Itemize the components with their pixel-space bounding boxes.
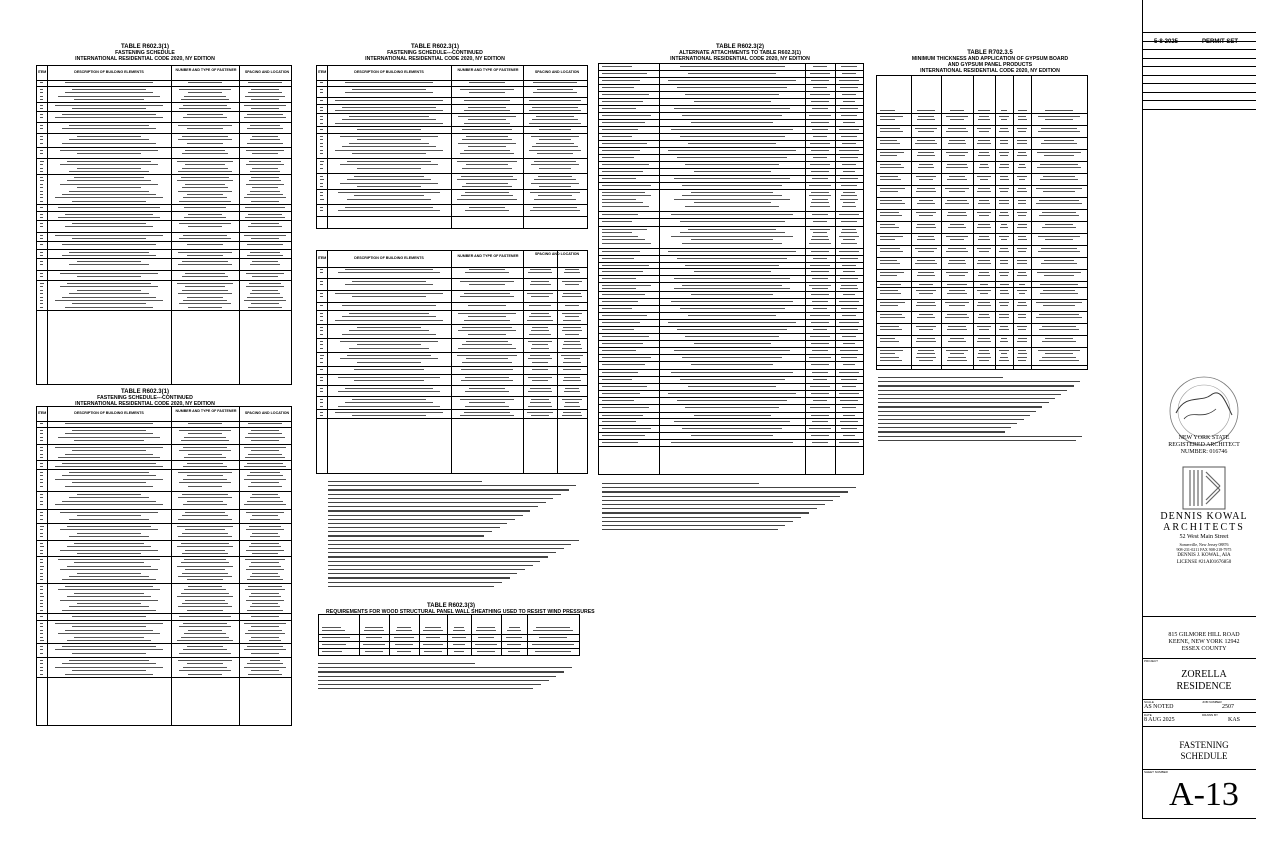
table-row — [599, 348, 863, 355]
header-description: DESCRIPTION OF BUILDING ELEMENTS — [74, 70, 144, 74]
footnote-line — [328, 561, 540, 562]
footnote-line — [328, 565, 533, 566]
seal-line-2: REGISTERED ARCHITECT — [1168, 442, 1240, 448]
footnote-line — [328, 531, 492, 532]
footnote-line — [878, 419, 1024, 420]
table-row — [877, 288, 1087, 300]
job-number: 2507 — [1222, 704, 1234, 710]
table-row — [37, 492, 291, 510]
table-row — [877, 174, 1087, 186]
firm-address: 52 West Main Street — [1179, 534, 1229, 540]
table-row — [877, 222, 1087, 234]
footnote-line — [318, 667, 572, 668]
table-header — [317, 66, 587, 81]
footnote-line — [318, 676, 556, 677]
sheet-title-2: SCHEDULE — [1180, 751, 1228, 761]
table-row — [599, 419, 863, 426]
footnote-line — [602, 483, 759, 484]
table-row — [37, 557, 291, 584]
fastening-schedule-panels-table — [316, 250, 588, 474]
title-block — [1144, 28, 1256, 818]
footnote-line — [328, 535, 484, 536]
alternate-attachments-table — [598, 63, 864, 475]
table-row — [37, 250, 291, 259]
table-row — [319, 642, 579, 649]
revision-row-line — [1142, 109, 1256, 110]
table-code: INTERNATIONAL RESIDENTIAL CODE 2020, NY EDITION — [670, 56, 810, 62]
table-row — [599, 99, 863, 106]
footnote-line — [328, 569, 525, 570]
header-description: DESCRIPTION OF BUILDING ELEMENTS — [74, 411, 144, 415]
table-row — [37, 233, 291, 242]
footnote-line — [328, 527, 500, 528]
table-row — [599, 370, 863, 377]
revision-row-line — [1142, 66, 1256, 67]
table-row — [37, 175, 291, 205]
table-row — [599, 256, 863, 263]
table-row — [599, 106, 863, 113]
table-row — [599, 306, 863, 313]
table-row — [317, 190, 587, 205]
table-row — [317, 87, 587, 98]
seal-line-1: NEW YORK STATE — [1178, 435, 1230, 441]
table-code: INTERNATIONAL RESIDENTIAL CODE 2020, NY EDITION — [365, 56, 505, 62]
table-subtitle: FASTENING SCHEDULE---CONTINUED — [387, 50, 483, 56]
footnote-line — [318, 684, 541, 685]
table-row — [599, 355, 863, 362]
table-footnotes — [328, 478, 584, 590]
footnote-line — [328, 573, 517, 574]
table-row — [317, 159, 587, 174]
label-project: PROJECT — [1144, 659, 1159, 663]
table-row — [599, 292, 863, 299]
table-name: TABLE R602.3(1) — [411, 44, 459, 50]
table-name: TABLE R602.3(3) — [427, 603, 475, 609]
table-row — [319, 635, 579, 642]
gypsum-board-table — [876, 75, 1088, 370]
table-row — [599, 71, 863, 78]
sheet-number: A-13 — [1169, 776, 1239, 813]
table-row — [599, 313, 863, 320]
table-code: INTERNATIONAL RESIDENTIAL CODE 2020, NY EDITION — [75, 56, 215, 62]
table-row — [37, 461, 291, 470]
firm-city: Somerville, New Jersey 08876 — [1179, 542, 1229, 547]
footnote-line — [602, 487, 856, 488]
header-number: NUMBER AND TYPE OF FASTENER — [175, 409, 237, 413]
table-row — [317, 98, 587, 105]
firm-logo — [1182, 466, 1226, 510]
header-number: NUMBER AND TYPE OF FASTENER — [457, 68, 519, 72]
table-row — [599, 190, 863, 212]
table-row — [317, 311, 587, 325]
table-name: TABLE R602.3(1) — [121, 389, 169, 395]
table-row — [599, 327, 863, 334]
table-row — [877, 312, 1087, 324]
header-item: ITEM — [317, 256, 327, 260]
table-row — [599, 433, 863, 440]
footnote-line — [602, 517, 801, 518]
header-description: DESCRIPTION OF BUILDING ELEMENTS — [354, 256, 424, 260]
table-row — [37, 644, 291, 658]
footnote-line — [328, 481, 482, 482]
table-row — [317, 105, 587, 114]
footnote-line — [878, 381, 1080, 382]
table-row — [317, 397, 587, 410]
table-row — [599, 269, 863, 276]
revision-row-line — [1142, 100, 1256, 101]
table-row — [877, 234, 1087, 246]
table-title — [890, 50, 1090, 74]
table-row — [317, 303, 587, 311]
label-sheet: SHEET NUMBER — [1144, 770, 1168, 774]
footnote-line — [878, 390, 1067, 391]
table-row — [37, 148, 291, 159]
wind-pressure-sheathing-table — [318, 614, 580, 656]
footnote-line — [328, 582, 502, 583]
table-row — [599, 113, 863, 120]
table-row — [599, 398, 863, 405]
table-title — [350, 44, 520, 62]
table-row — [37, 112, 291, 123]
project-name-2: RESIDENCE — [1176, 681, 1232, 692]
table-row — [877, 162, 1087, 174]
site-county: ESSEX COUNTY — [1181, 646, 1227, 652]
footnote-line — [328, 548, 564, 549]
architect-name: DENNIS J. KOWAL, AIA — [1177, 553, 1231, 558]
footnote-line — [878, 385, 1074, 386]
table-row — [37, 510, 291, 524]
revision-row-line — [1142, 58, 1256, 59]
table-row — [599, 169, 863, 176]
table-row — [877, 336, 1087, 348]
table-row — [317, 174, 587, 190]
project-name: ZORELLA — [1181, 669, 1227, 680]
table-row — [37, 212, 291, 221]
table-row — [599, 155, 863, 162]
revision-row-line — [1142, 83, 1256, 84]
footnote-line — [328, 552, 556, 553]
footnote-line — [602, 500, 833, 501]
fastening-schedule-table — [36, 65, 292, 385]
table-row — [599, 78, 863, 85]
footnote-line — [328, 523, 507, 524]
table-row — [317, 375, 587, 386]
table-subtitle: MINIMUM THICKNESS AND APPLICATION OF GYPSUM BOARD — [911, 56, 1069, 62]
firm-phone: 908-231-0211 FAX 908-218-7975 — [1176, 547, 1232, 552]
table-row — [317, 80, 587, 87]
header-item: ITEM — [317, 70, 327, 74]
fastening-schedule-continued-table — [36, 406, 292, 726]
footnote-line — [878, 440, 1076, 441]
footnote-line — [602, 529, 778, 530]
footnote-line — [328, 577, 510, 578]
header-number: NUMBER AND TYPE OF FASTENER — [457, 254, 519, 258]
footnote-line — [878, 406, 1042, 407]
table-row — [877, 246, 1087, 258]
table-row — [37, 123, 291, 134]
table-row — [599, 85, 863, 92]
table-row — [599, 219, 863, 227]
footnote-line — [328, 540, 579, 541]
footnote-line — [328, 519, 515, 520]
footnote-line — [328, 485, 576, 486]
scale-value: AS NOTED — [1144, 704, 1174, 710]
revision-row-line — [1142, 32, 1256, 33]
table-footnotes — [318, 660, 580, 692]
firm-name: DENNIS KOWAL — [1160, 511, 1248, 522]
table-row — [317, 279, 587, 291]
table-header — [317, 251, 587, 268]
table-row — [877, 114, 1087, 126]
table-row — [37, 87, 291, 103]
table-row — [599, 320, 863, 327]
footnote-line — [602, 521, 793, 522]
table-row — [599, 64, 863, 71]
table-row — [599, 440, 863, 447]
footnote-line — [878, 398, 1055, 399]
table-row — [877, 138, 1087, 150]
table-row — [37, 221, 291, 233]
table-row — [317, 205, 587, 217]
footnote-line — [602, 508, 817, 509]
table-row — [319, 649, 579, 656]
table-row — [599, 362, 863, 370]
table-row — [599, 92, 863, 99]
header-description: DESCRIPTION OF BUILDING ELEMENTS — [354, 70, 424, 74]
footnote-line — [328, 506, 538, 507]
revision-row-line — [1142, 49, 1256, 50]
footnote-line — [328, 515, 523, 516]
footnote-line — [328, 586, 494, 587]
header-number: NUMBER AND TYPE OF FASTENER — [175, 68, 237, 72]
date-value: 8 AUG 2025 — [1144, 717, 1175, 723]
table-row — [317, 325, 587, 339]
revision-status: PERMIT SET — [1202, 39, 1239, 45]
table-row — [599, 334, 863, 341]
table-name: TABLE R602.3(2) — [716, 44, 764, 50]
table-subtitle: REQUIREMENTS FOR WOOD STRUCTURAL PANEL WALL SHEATHING USED TO RESIST WIND PRESSURES — [326, 609, 595, 615]
footnote-line — [318, 680, 549, 681]
label-drawn: DRAWN BY — [1202, 713, 1219, 717]
table-row — [877, 258, 1087, 270]
table-row — [599, 276, 863, 283]
table-row — [599, 183, 863, 190]
footnote-line — [602, 491, 848, 492]
table-row — [599, 127, 863, 134]
table-header — [37, 66, 291, 81]
table-row — [599, 176, 863, 183]
table-row — [599, 162, 863, 169]
footnote-line — [878, 394, 1061, 395]
footnote-line — [878, 423, 1017, 424]
table-row — [599, 249, 863, 256]
table-row — [599, 212, 863, 219]
drawn-by: KAS — [1228, 717, 1241, 723]
table-row — [599, 405, 863, 413]
label-job: JOB NUMBER — [1202, 700, 1222, 704]
table-row — [37, 445, 291, 461]
footnote-line — [878, 377, 1003, 378]
architect-license: LICENSE #21AI01676850 — [1176, 560, 1232, 565]
revision-date: 5-8-2025 — [1154, 39, 1179, 45]
table-footnotes — [878, 374, 1086, 444]
table-row — [37, 470, 291, 492]
footnote-line — [602, 504, 825, 505]
footnote-line — [878, 431, 1005, 432]
footnote-line — [328, 502, 546, 503]
table-subtitle-line2: AND GYPSUM PANEL PRODUCTS — [947, 62, 1033, 68]
header-item: ITEM — [37, 70, 47, 74]
table-row — [37, 621, 291, 644]
table-row — [37, 281, 291, 311]
site-address: 815 GILMORE HILL ROAD — [1168, 632, 1240, 638]
footnote-line — [328, 489, 569, 490]
table-row — [37, 205, 291, 212]
footnote-line — [602, 512, 809, 513]
table-row — [317, 367, 587, 375]
table-row — [37, 614, 291, 621]
header-spacing: SPACING AND LOCATION — [244, 411, 290, 415]
table-row — [599, 283, 863, 292]
footnote-line — [328, 498, 553, 499]
footnote-line — [878, 402, 1049, 403]
table-title — [640, 44, 840, 62]
table-row — [37, 524, 291, 541]
table-row — [37, 259, 291, 271]
table-row — [317, 353, 587, 367]
table-row — [37, 541, 291, 557]
table-row — [37, 271, 291, 281]
table-row — [599, 227, 863, 249]
table-row — [317, 267, 587, 279]
table-code: INTERNATIONAL RESIDENTIAL CODE 2020, NY EDITION — [920, 68, 1060, 74]
table-row — [599, 384, 863, 391]
table-row — [37, 584, 291, 614]
table-name: TABLE R602.3(1) — [121, 44, 169, 50]
table-row — [317, 291, 587, 303]
table-row — [877, 300, 1087, 312]
table-title — [60, 44, 230, 62]
fastening-schedule-continued-table — [316, 65, 588, 229]
table-row — [599, 391, 863, 398]
table-row — [599, 299, 863, 306]
footnote-line — [878, 411, 1036, 412]
table-row — [319, 625, 579, 635]
table-row — [599, 148, 863, 155]
footnote-line — [328, 510, 530, 511]
footnote-line — [878, 427, 1011, 428]
header-spacing: SPACING AND LOCATION — [534, 252, 580, 256]
footnote-line — [328, 556, 548, 557]
table-row — [877, 186, 1087, 198]
table-row — [317, 410, 587, 419]
firm-name-2: ARCHITECTS — [1163, 522, 1245, 533]
sheet-title: FASTENING — [1179, 740, 1229, 750]
footnote-line — [602, 525, 785, 526]
table-title — [60, 389, 230, 407]
table-row — [37, 242, 291, 250]
table-row — [37, 159, 291, 175]
table-row — [877, 324, 1087, 336]
table-row — [599, 120, 863, 127]
table-row — [317, 386, 587, 397]
header-spacing: SPACING AND LOCATION — [244, 70, 290, 74]
table-row — [599, 377, 863, 384]
table-row — [599, 141, 863, 148]
table-subtitle: FASTENING SCHEDULE---CONTINUED — [97, 395, 193, 401]
table-row — [877, 348, 1087, 366]
table-row — [37, 421, 291, 428]
table-footnotes — [602, 480, 864, 533]
footnote-line — [878, 436, 1082, 437]
table-row — [37, 658, 291, 678]
table-row — [37, 134, 291, 148]
footnote-line — [328, 494, 561, 495]
label-date: DATE — [1144, 713, 1152, 717]
table-row — [317, 114, 587, 127]
table-row — [599, 134, 863, 141]
footnote-line — [318, 671, 564, 672]
revision-row-line — [1142, 75, 1256, 76]
seal-line-3: NUMBER: 016746 — [1180, 449, 1228, 455]
table-row — [37, 428, 291, 445]
table-row — [317, 134, 587, 159]
footnote-line — [878, 415, 1030, 416]
site-city: KEENE, NEW YORK 12942 — [1168, 639, 1240, 645]
revision-row-line — [1142, 92, 1256, 93]
table-row — [37, 103, 291, 112]
table-row — [37, 80, 291, 87]
table-code: INTERNATIONAL RESIDENTIAL CODE 2020, NY EDITION — [75, 401, 215, 407]
table-row — [599, 426, 863, 433]
footnote-line — [328, 544, 571, 545]
table-row — [317, 127, 587, 134]
table-row — [877, 126, 1087, 138]
table-row — [877, 150, 1087, 162]
table-row — [877, 210, 1087, 222]
table-row — [877, 198, 1087, 210]
table-subtitle: ALTERNATE ATTACHMENTS TO TABLE R602.3(1) — [679, 50, 801, 56]
table-row — [317, 339, 587, 353]
footnote-line — [318, 663, 475, 664]
table-row — [599, 341, 863, 348]
label-scale: SCALE — [1144, 700, 1154, 704]
footnote-line — [318, 688, 533, 689]
header-spacing: SPACING AND LOCATION — [534, 70, 580, 74]
table-row — [877, 270, 1087, 282]
footnote-line — [602, 496, 840, 497]
table-name: TABLE R702.3.5 — [967, 50, 1013, 56]
header-item: ITEM — [37, 411, 47, 415]
table-subtitle: FASTENING SCHEDULE — [115, 50, 175, 56]
table-header — [37, 407, 291, 422]
